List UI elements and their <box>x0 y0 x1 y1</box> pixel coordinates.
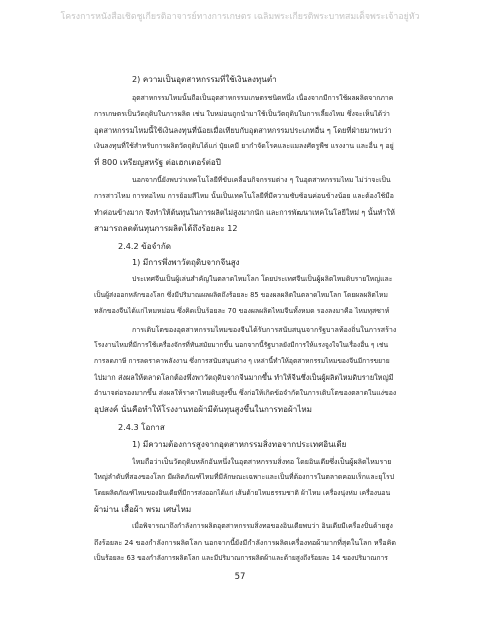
paragraph-line: ถึงร้อยละ 24 ของกำลังการผลิตโลก นอกจากนี้ยังมีกำลังการผลิตเครื่องทอผ้ามากที่สุดในโลก หรือคิด <box>94 538 396 547</box>
paragraph-line: ผ้าม่าน เสื้อผ้า พรม เศษไหม <box>94 504 192 514</box>
page-number: 57 <box>234 572 246 582</box>
subheading-india-demand: 1) มีความต้องการสูงจากอุตสาหกรรมสิ่งทอจากประเทศอินเดีย <box>132 439 347 449</box>
paragraph-line: นอกจากนี้ยังพบว่าเทคโนโลยีที่ขับเคลื่อนกิจกรรมต่าง ๆ ในอุตสาหกรรมไหม ไม่ว่าจะเป็น <box>132 176 391 184</box>
running-header: โครงการหนังสือเชิดชูเกียรติอาจารย์ทางการเกษตร เฉลิมพระเกียรติพระบาทสมเด็จพระเจ้าอยู่หัว <box>60 12 420 22</box>
paragraph-line: เป็นผู้ส่งออกหลักของโลก ซึ่งมีปริมาณผลผลิตถึงร้อยละ 85 ของผลผลิตในตลาดไหมโลก โดยผลผลิตไหม <box>94 291 388 299</box>
paragraph-line: โรงงานไหมที่มีการใช้เครื่องจักรที่ทันสมัยมากขึ้น นอกจากนี้รัฐบาลยังมีการให้แรงจูงใจในเรื่องอื่น ๆ เช่น <box>94 341 389 349</box>
paragraph-line: อุตสาหกรรมไหมนี้ใช้เงินลงทุนที่น้อยเมื่อเทียบกับอุตสาหกรรมประเภทอื่น ๆ โดยที่ฝ่ายมาพบว่า <box>94 126 392 135</box>
paragraph-line: การเติบโตของอุตสาหกรรมไหมของจีนได้รับการสนับสนุนจากรัฐบาลท้องถิ่นในการสร้าง <box>132 325 396 334</box>
paragraph-line: ใหญ่ลำดับที่สองของโลก มีผลิตภัณฑ์ไหมที่มีลักษณะเฉพาะและเป็นที่ต้องการในตลาดคอมเร็กและยุโรป <box>94 473 395 481</box>
paragraph-line: การเกษตรเป็นวัตถุดิบในการผลิต เช่น ใบหม่อนถูกนำมาใช้เป็นวัตถุดิบในการเลี้ยงไหม ซึ่งจะเห็นได้ว่า <box>94 110 390 118</box>
paragraph-line: อุตสาหกรรมไหมนั้นถือเป็นอุตสาหกรรมเกษตรชนิดหนึ่ง เนื่องจากมีการใช้ผลผลิตจากภาค <box>132 94 394 102</box>
paragraph-line: ไปมาก ส่งผลให้ตลาดโลกต้องพึ่งพาวัตถุดิบจากจีนมากขึ้น ทำให้จีนซึ่งเป็นผู้ผลิตไหมดิบรายใหญ่มี <box>94 373 394 382</box>
paragraph-line: ไหมถือว่าเป็นวัตถุดิบหลักอันหนึ่งในอุตสาหกรรมสิ่งทอ โดยอินเดียซึ่งเป็นผู้ผลิตไหมราย <box>132 457 392 466</box>
paragraph-line: ที่ 800 เหรียญสหรัฐ ต่อเฮกเตอร์ต่อปี <box>94 157 221 167</box>
paragraph-line: เมื่อพิจารณาถึงกำลังการผลิตอุตสาหกรรมสิ่งทอของอินเดียพบว่า อินเดียมีเครื่องปั่นด้ายสูง <box>132 522 393 530</box>
paragraph-line: การลดภาษี การลดราคาพลังงาน ซึ่งการสนับสนุนต่าง ๆ เหล่านี้ทำให้อุตสาหกรรมไหมของจีนมีการขยาย <box>94 357 390 365</box>
paragraph-line: หลักของจีนได้แก่ไหมหม่อน ซึ่งคิดเป็นร้อยละ 70 ของผลผลิตไหมจีนทั้งหมด รองลงมาคือ ไหมทุสซาห์ <box>94 307 390 315</box>
paragraph-line: ทำค่อนข้างมาก จึงทำให้ต้นทุนในการผลิตไม่สูงมากนัก และการพัฒนาเทคโนโลยีใหม่ ๆ นั้นทำให้ <box>94 208 395 217</box>
paragraph-line: เป็นร้อยละ 63 ของกำลังการผลิตโลก และมีปริมาณการผลิตผ้าและด้ายสูงถึงร้อยละ 14 ของปริมาณการ <box>94 554 388 562</box>
section-heading-opportunities: 2.4.3 โอกาส <box>118 422 165 432</box>
subheading-china-dependence: 1) มีการพึ่งพาวัตถุดิบจากจีนสูง <box>132 257 240 267</box>
paragraph-line: เงินลงทุนที่ใช้สำหรับการผลิตวัตถุดิบได้แก่ ปุ๋ยเคมี ยากำจัดโรคและแมลงศัตรูพืช แรงงาน และอื่น ๆ อยู่ <box>94 142 394 150</box>
paragraph-line: อำนาจต่อรองมากขึ้น ส่งผลให้ราคาไหมดิบสูงขึ้น ซึ่งก่อให้เกิดข้อจำกัดในการเติบโตของตลาดในแง่ของ <box>94 389 396 397</box>
paragraph-line: โดยผลิตภัณฑ์ไหมของอินเดียที่มีการส่งออกได้แก่ เส้นด้ายไหมธรรมชาติ ผ้าไหม เครื่องนุ่งห่ม เครื่องนอน <box>94 489 391 497</box>
section-heading-constraints: 2.4.2 ข้อจำกัด <box>118 241 172 251</box>
paragraph-line: ประเทศจีนเป็นผู้เล่นสำคัญในตลาดไหมโลก โดยประเทศจีนเป็นผู้ผลิตไหมดิบรายใหญ่และ <box>132 275 393 283</box>
paragraph-line: การสาวไหม การทอไหม การย้อมสีไหม นั้นเป็นเทคโนโลยีที่มีความซับซ้อนค่อนข้างน้อย และต้องใช้มือ <box>94 192 394 200</box>
heading-2-low-investment: 2) ความเป็นอุตสาหกรรมที่ใช้เงินลงทุนต่ำ <box>132 74 277 84</box>
paragraph-line: สามารถลดต้นทุนการผลิตได้ถึงร้อยละ 12 <box>94 223 238 233</box>
paragraph-line: อุปสงค์ นั่นคือทำให้โรงงานทอผ้ามีต้นทุนสูงขึ้นในการทอผ้าไหม <box>94 404 312 414</box>
